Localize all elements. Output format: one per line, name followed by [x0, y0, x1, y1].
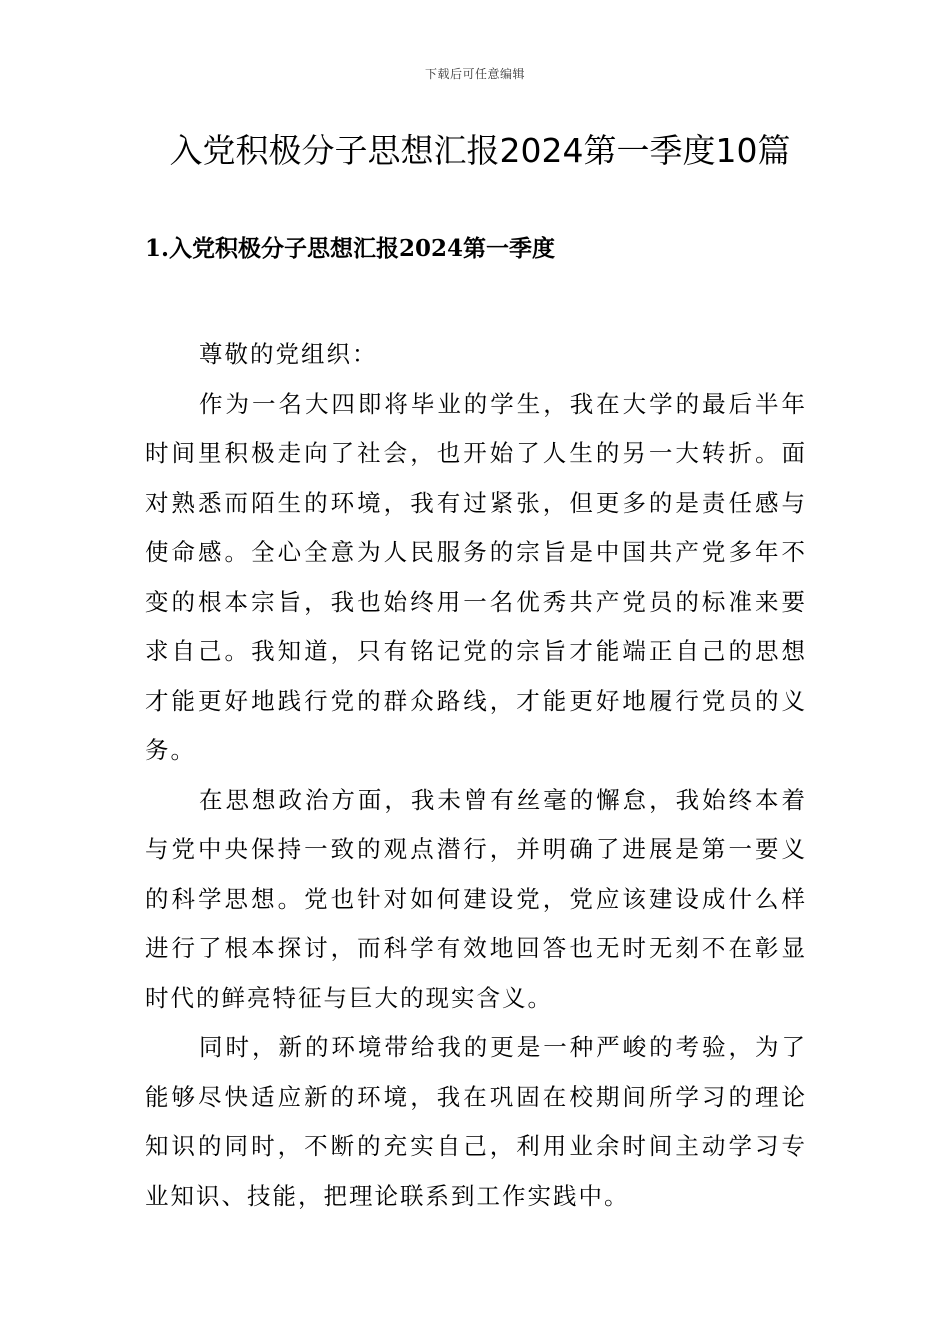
- document-body: [145, 330, 807, 1221]
- document-title: 入党积极分子思想汇报2024第一季度10篇: [169, 131, 791, 170]
- section-heading: 1.入党积极分子思想汇报2024第一季度: [145, 235, 556, 262]
- body-paragraph-2: 在思想政治方面，我未曾有丝毫的懈怠，我始终本着与党中央保持一致的观点潜行，并明确了进展是第一要义的科学思想。党也针对如何建设党，党应该建设成什么样进行了根本探讨，而科学有效地回答也无时无刻不在彰显时代的鲜亮特征与巨大的现实含义。: [145, 785, 807, 1012]
- header-note: 下载后可任意编辑: [424, 67, 525, 81]
- body-paragraph-3: 同时，新的环境带给我的更是一种严峻的考验，为了能够尽快适应新的环境，我在巩固在校期间所学习的理论知识的同时，不断的充实自己，利用业余时间主动学习专业知识、技能，把理论联系到工作实践中。: [145, 1033, 807, 1210]
- salutation: 尊敬的党组织：: [199, 340, 378, 368]
- body-paragraph-1: 作为一名大四即将毕业的学生，我在大学的最后半年时间里积极走向了社会，也开始了人生的另一大转折。面对熟悉而陌生的环境，我有过紧张，但更多的是责任感与使命感。全心全意为人民服务的宗旨是中国共产党多年不变的根本宗旨，我也始终用一名优秀共产党员的标准来要求自己。我知道，只有铭记党的宗旨才能端正自己的思想才能更好地践行党的群众路线，才能更好地履行党员的义务。: [145, 389, 807, 764]
